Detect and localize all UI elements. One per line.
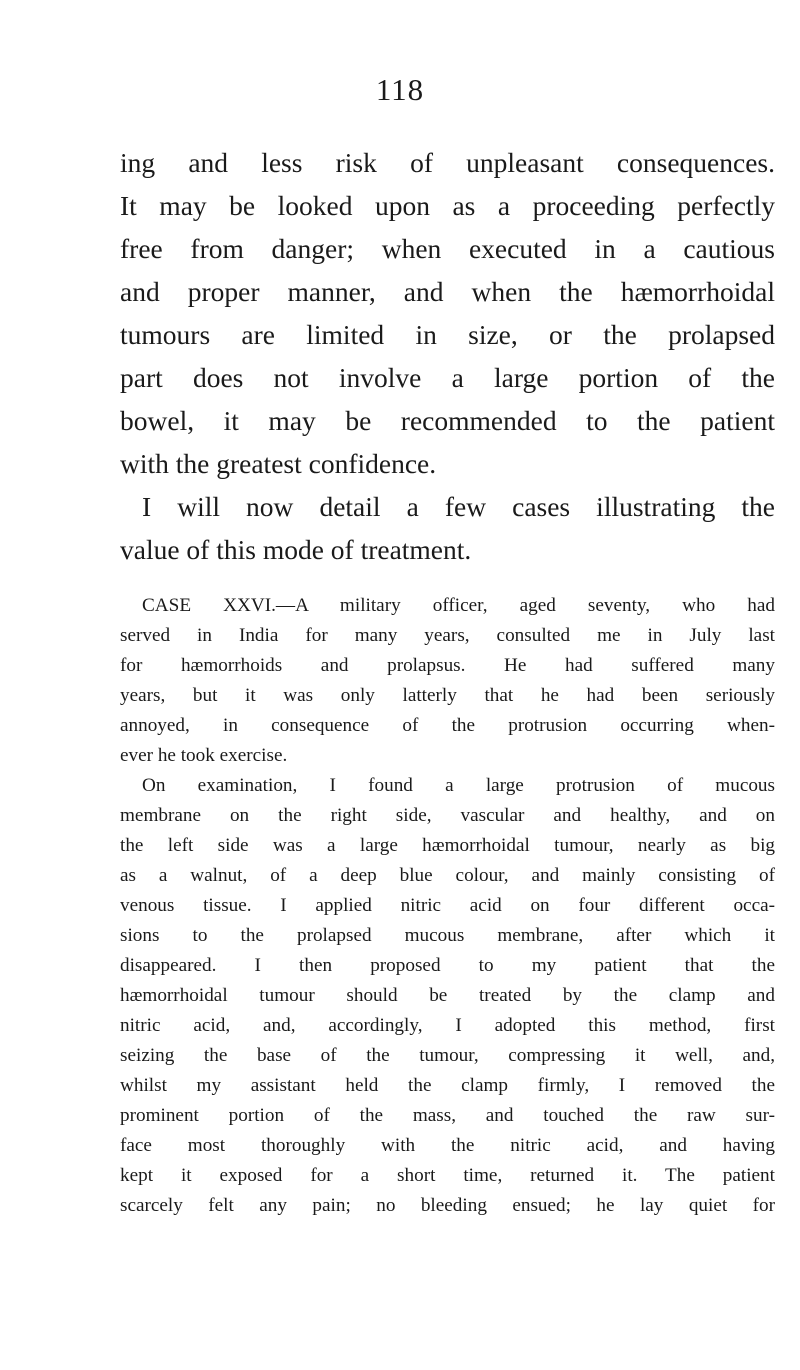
text-line: as a walnut, of a deep blue colour, and mainly consisting of xyxy=(120,865,775,886)
text-line: face most thoroughly with the nitric acid, and having xyxy=(120,1135,775,1156)
case-heading-line: CASE XXVI.—A military officer, aged seventy, who had xyxy=(142,595,775,616)
text-line: I will now detail a few cases illustrating the xyxy=(142,491,775,522)
page-number: 118 xyxy=(375,72,425,107)
text-line: kept it exposed for a short time, returned it. The patient xyxy=(120,1165,775,1186)
text-line: value of this mode of treatment. xyxy=(120,534,472,565)
text-line: with the greatest confidence. xyxy=(120,448,437,479)
text-line: years, but it was only latterly that he had been seriously xyxy=(120,685,775,706)
text-line: free from danger; when executed in a cautious xyxy=(120,233,775,264)
text-line: bowel, it may be recommended to the patient xyxy=(120,405,775,436)
text-line: tumours are limited in size, or the prolapsed xyxy=(120,319,775,350)
text-line: whilst my assistant held the clamp firmly, I removed the xyxy=(120,1075,775,1096)
text-line: for hæmorrhoids and prolapsus. He had suffered many xyxy=(120,655,775,676)
text-line: prominent portion of the mass, and touched the raw sur- xyxy=(120,1105,775,1126)
text-line: nitric acid, and, accordingly, I adopted this method, first xyxy=(120,1015,775,1036)
text-line: membrane on the right side, vascular and healthy, and on xyxy=(120,805,775,826)
text-line: the left side was a large hæmorrhoidal tumour, nearly as big xyxy=(120,835,775,856)
text-line: disappeared. I then proposed to my patient that the xyxy=(120,955,775,976)
text-line: hæmorrhoidal tumour should be treated by the clamp and xyxy=(120,985,775,1006)
text-line: and proper manner, and when the hæmorrhoidal xyxy=(120,276,775,307)
text-line: served in India for many years, consulted me in July last xyxy=(120,625,775,646)
text-line: scarcely felt any pain; no bleeding ensued; he lay quiet for xyxy=(120,1195,775,1216)
text-line: venous tissue. I applied nitric acid on four different occa- xyxy=(120,895,775,916)
text-line: ever he took exercise. xyxy=(120,745,288,766)
text-line: It may be looked upon as a proceeding perfectly xyxy=(120,190,775,221)
text-line: part does not involve a large portion of the xyxy=(120,362,775,393)
text-line: seizing the base of the tumour, compressing it well, and, xyxy=(120,1045,775,1066)
text-line: sions to the prolapsed mucous membrane, after which it xyxy=(120,925,775,946)
text-line: ing and less risk of unpleasant consequences. xyxy=(120,147,775,178)
text-line: annoyed, in consequence of the protrusion occurring when- xyxy=(120,715,775,736)
text-line: On examination, I found a large protrusion of mucous xyxy=(142,775,775,796)
